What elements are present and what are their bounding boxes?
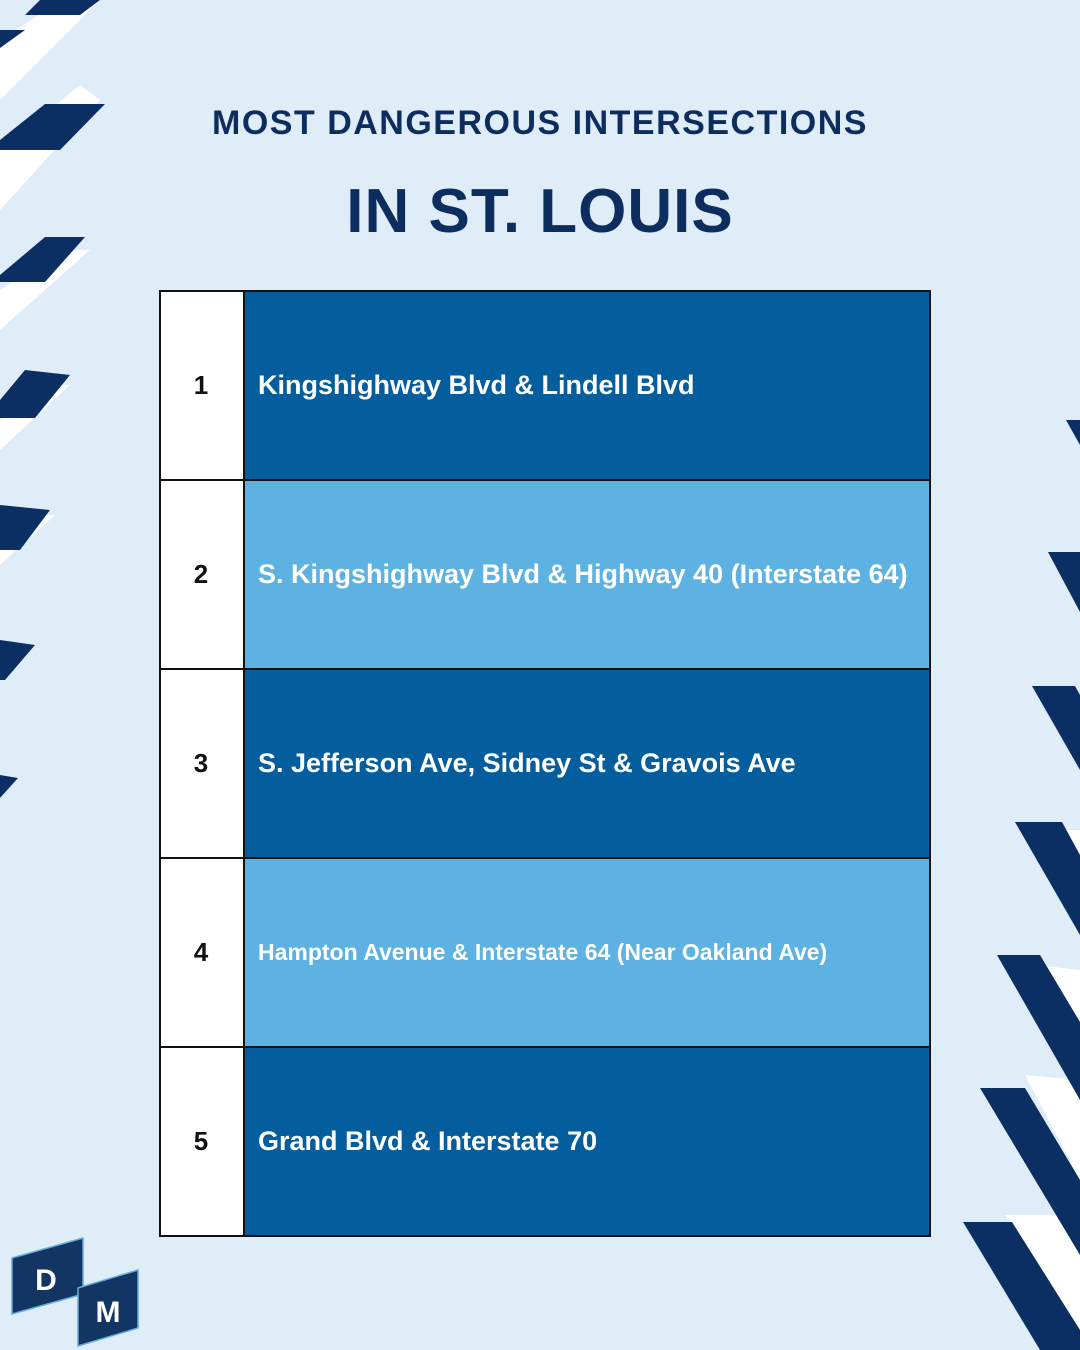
rank-cell: 4: [161, 859, 245, 1046]
table-row: [161, 292, 931, 481]
table-row: [161, 1048, 931, 1237]
page-title: IN ST. LOUIS: [346, 177, 734, 246]
dm-logo: [10, 1236, 145, 1348]
table-row: [161, 481, 931, 670]
intersection-name: S. Kingshighway Blvd & Highway 40 (Interstate 64): [245, 481, 931, 668]
intersection-name: S. Jefferson Ave, Sidney St & Gravois Ave: [245, 670, 931, 857]
rank-cell: 5: [161, 1048, 245, 1235]
page-subtitle: MOST DANGEROUS INTERSECTIONS: [212, 104, 868, 142]
logo-letter-d: D: [35, 1264, 57, 1297]
intersections-table: [159, 290, 931, 1237]
table-row: [161, 859, 931, 1048]
table-row: [161, 670, 931, 859]
intersection-name: Hampton Avenue & Interstate 64 (Near Oakland Ave): [245, 859, 931, 1046]
intersection-name: Kingshighway Blvd & Lindell Blvd: [245, 292, 931, 479]
rank-cell: 2: [161, 481, 245, 668]
rank-cell: 3: [161, 670, 245, 857]
intersection-name: Grand Blvd & Interstate 70: [245, 1048, 931, 1235]
logo-letter-m: M: [95, 1296, 121, 1329]
rank-cell: 1: [161, 292, 245, 479]
